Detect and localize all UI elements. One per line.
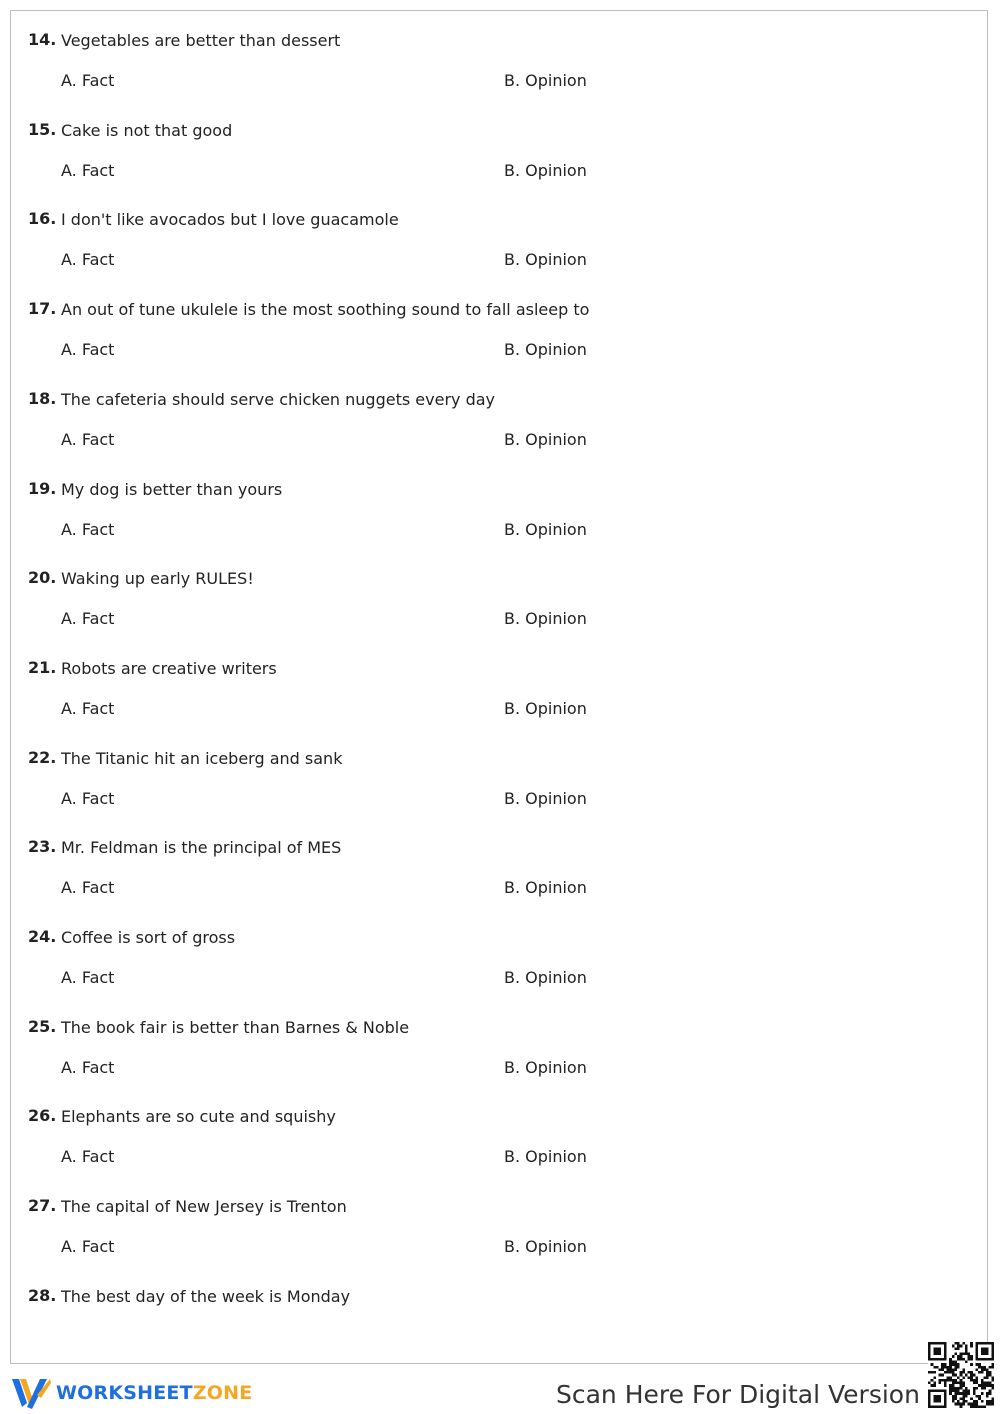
- question-item: [28, 1286, 968, 1366]
- question-text: The cafeteria should serve chicken nuggets every day: [61, 390, 495, 409]
- question-number: 25.: [28, 1017, 57, 1036]
- option-fact[interactable]: A. Fact: [61, 878, 115, 897]
- question-number: 24.: [28, 927, 57, 946]
- question-number: 16.: [28, 209, 57, 228]
- question-number: 27.: [28, 1196, 57, 1215]
- question-line: [28, 299, 589, 321]
- option-fact[interactable]: A. Fact: [61, 609, 115, 628]
- question-item: [28, 389, 968, 469]
- option-fact[interactable]: A. Fact: [61, 340, 115, 359]
- option-fact[interactable]: A. Fact: [61, 430, 115, 449]
- question-item: [28, 299, 968, 379]
- question-text: Coffee is sort of gross: [61, 928, 236, 947]
- option-fact[interactable]: A. Fact: [61, 968, 115, 987]
- brand-logo: [10, 1376, 252, 1410]
- question-text: My dog is better than yours: [61, 480, 283, 499]
- question-number: 26.: [28, 1106, 57, 1125]
- option-opinion[interactable]: B. Opinion: [504, 520, 587, 539]
- question-number: 14.: [28, 30, 57, 49]
- question-text: The capital of New Jersey is Trenton: [61, 1197, 347, 1216]
- option-opinion[interactable]: B. Opinion: [504, 340, 587, 359]
- question-text: An out of tune ukulele is the most soothing sound to fall asleep to: [61, 300, 590, 319]
- option-opinion[interactable]: B. Opinion: [504, 1237, 587, 1256]
- question-item: [28, 120, 968, 200]
- option-opinion[interactable]: B. Opinion: [504, 1147, 587, 1166]
- question-item: [28, 1017, 968, 1097]
- question-item: [28, 748, 968, 828]
- option-opinion[interactable]: B. Opinion: [504, 699, 587, 718]
- option-opinion[interactable]: B. Opinion: [504, 878, 587, 897]
- question-text: The Titanic hit an iceberg and sank: [61, 749, 343, 768]
- brand-name-part1: WORKSHEET: [56, 1382, 193, 1404]
- question-line: [28, 568, 254, 590]
- question-text: The book fair is better than Barnes & Noble: [61, 1018, 410, 1037]
- worksheetzone-logo-icon: [10, 1376, 52, 1410]
- question-line: [28, 748, 342, 770]
- question-line: [28, 1106, 336, 1128]
- question-item: [28, 1106, 968, 1186]
- question-line: [28, 658, 277, 680]
- question-text: Robots are creative writers: [61, 659, 277, 678]
- question-line: [28, 389, 495, 411]
- question-item: [28, 658, 968, 738]
- question-number: 15.: [28, 120, 57, 139]
- question-number: 28.: [28, 1286, 57, 1305]
- option-fact[interactable]: A. Fact: [61, 250, 115, 269]
- question-number: 17.: [28, 299, 57, 318]
- question-text: I don't like avocados but I love guacamole: [61, 210, 399, 229]
- option-opinion[interactable]: B. Opinion: [504, 250, 587, 269]
- question-line: [28, 1196, 347, 1218]
- option-opinion[interactable]: B. Opinion: [504, 430, 587, 449]
- qr-code-icon[interactable]: [928, 1342, 994, 1408]
- question-item: [28, 568, 968, 648]
- question-line: [28, 120, 232, 142]
- question-number: 18.: [28, 389, 57, 408]
- question-line: [28, 479, 282, 501]
- question-item: [28, 837, 968, 917]
- option-fact[interactable]: A. Fact: [61, 789, 115, 808]
- option-opinion[interactable]: B. Opinion: [504, 609, 587, 628]
- option-fact[interactable]: A. Fact: [61, 1237, 115, 1256]
- option-fact[interactable]: A. Fact: [61, 161, 115, 180]
- question-text: Mr. Feldman is the principal of MES: [61, 838, 342, 857]
- question-text: Elephants are so cute and squishy: [61, 1107, 336, 1126]
- option-fact[interactable]: A. Fact: [61, 1147, 115, 1166]
- option-fact[interactable]: A. Fact: [61, 699, 115, 718]
- question-number: 20.: [28, 568, 57, 587]
- question-item: [28, 30, 968, 110]
- question-item: [28, 209, 968, 289]
- option-opinion[interactable]: B. Opinion: [504, 789, 587, 808]
- question-line: [28, 1017, 409, 1039]
- brand-name-part2: ZONE: [192, 1382, 253, 1404]
- option-opinion[interactable]: B. Opinion: [504, 161, 587, 180]
- question-number: 21.: [28, 658, 57, 677]
- option-fact[interactable]: A. Fact: [61, 1058, 115, 1077]
- option-opinion[interactable]: B. Opinion: [504, 71, 587, 90]
- question-number: 23.: [28, 837, 57, 856]
- question-text: Waking up early RULES!: [61, 569, 254, 588]
- option-fact[interactable]: A. Fact: [61, 71, 115, 90]
- question-item: [28, 1196, 968, 1276]
- option-fact[interactable]: A. Fact: [61, 520, 115, 539]
- option-opinion[interactable]: B. Opinion: [504, 968, 587, 987]
- question-number: 19.: [28, 479, 57, 498]
- option-opinion[interactable]: B. Opinion: [504, 1058, 587, 1077]
- question-text: Cake is not that good: [61, 121, 233, 140]
- question-number: 22.: [28, 748, 57, 767]
- question-text: The best day of the week is Monday: [61, 1287, 351, 1306]
- question-line: [28, 927, 235, 949]
- question-line: [28, 30, 340, 52]
- question-text: Vegetables are better than dessert: [61, 31, 341, 50]
- scan-instruction: Scan Here For Digital Version: [556, 1380, 920, 1409]
- question-line: [28, 837, 341, 859]
- question-line: [28, 209, 399, 231]
- question-line: [28, 1286, 350, 1308]
- brand-name: [56, 1382, 252, 1404]
- question-item: [28, 927, 968, 1007]
- question-item: [28, 479, 968, 559]
